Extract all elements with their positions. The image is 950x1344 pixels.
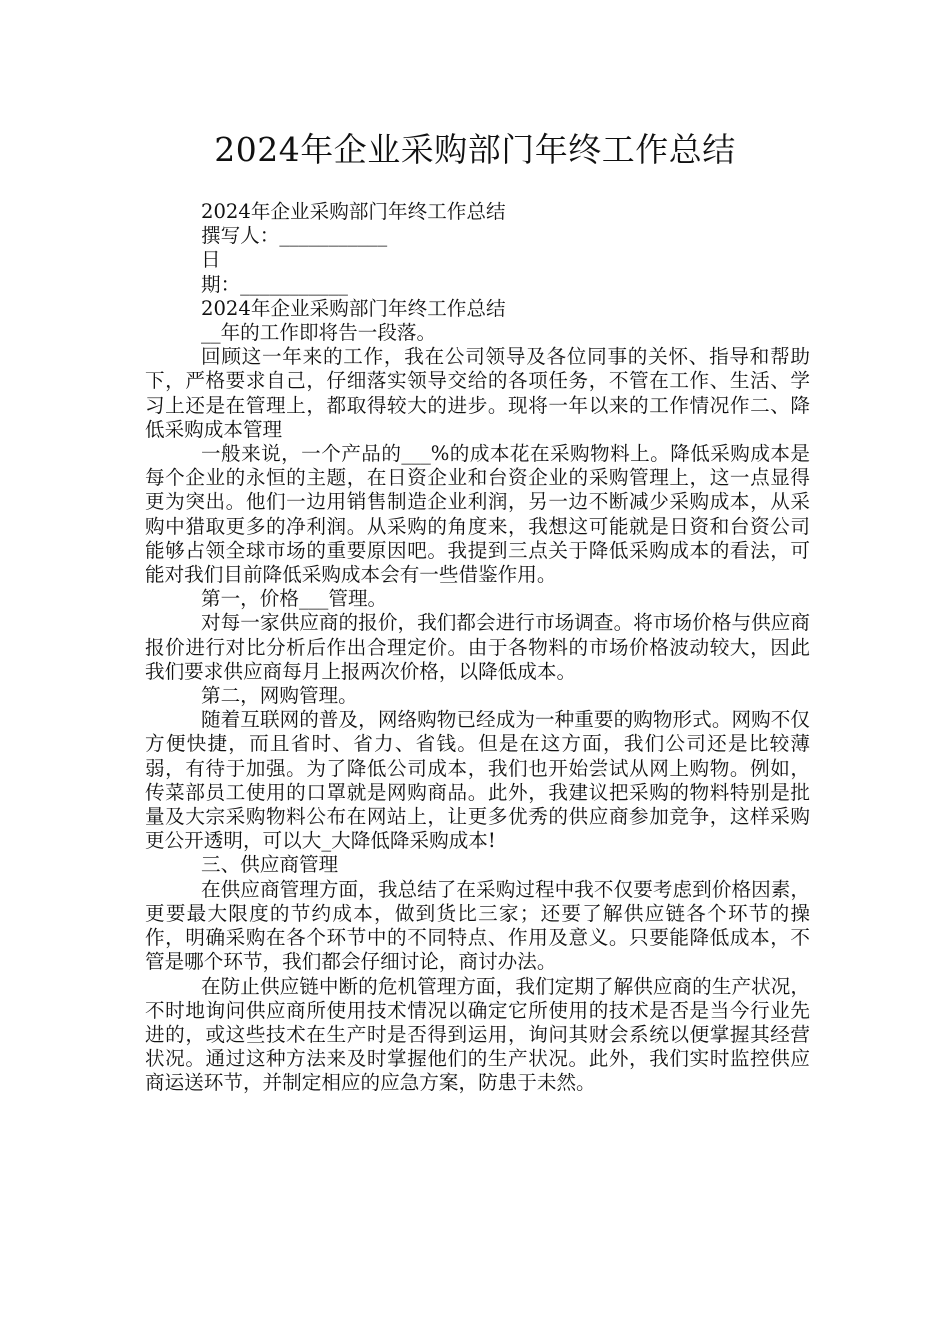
- paragraph: 在防止供应链中断的危机管理方面，我们定期了解供应商的生产状况，不时地询问供应商所使用技术情况以确定它所使用的技术是否是当今行业先进的，或这些技术在生产时是否得到运用，询问其财会系统以便掌握其经营状况。通过这种方法来及时掌握他们的生产状况。此外，我们实时监控供应商运送环节，并制定相应的应急方案，防患于未然。: [145, 974, 810, 1095]
- paragraph: 回顾这一年来的工作，我在公司领导及各位同事的关怀、指导和帮助下，严格要求自己，仔细落实领导交给的各项任务，不管在工作、生活、学习上还是在管理上，都取得较大的进步。现将一年以来的工作情况作二、降低采购成本管理: [145, 345, 810, 441]
- section-heading: 第二，网购管理。: [201, 684, 358, 708]
- document-body: [145, 200, 810, 1096]
- paragraph: 一般来说，一个产品的___%的成本花在采购物料上。降低采购成本是每个企业的永恒的主题，在日资企业和台资企业的采购管理上，这一点显得更为突出。他们一边用销售制造企业利润，另一边不断减少采购成本，从采购中猎取更多的净利润。从采购的角度来，我想这可能就是日资和台资公司能够占领全球市场的重要原因吧。我提到三点关于降低采购成本的看法，可能对我们目前降低采购成本会有一些借鉴作用。: [145, 442, 810, 587]
- paragraph: 随着互联网的普及，网络购物已经成为一种重要的购物形式。网购不仅方便快捷，而且省时、省力、省钱。但是在这方面，我们公司还是比较薄弱，有待于加强。为了降低公司成本，我们也开始尝试从网上购物。例如，传菜部员工使用的口罩就是网购商品。此外，我建议把采购的物料特别是批量及大宗采购物料公布在网站上，让更多优秀的供应商参加竞争，这样采购更公开透明，可以大_大降低降采购成本!: [145, 708, 810, 853]
- paragraph: 对每一家供应商的报价，我们都会进行市场调查。将市场价格与供应商报价进行对比分析后作出合理定价。由于各物料的市场价格波动较大，因此我们要求供应商每月上报两次价格，以降低成本。: [145, 611, 810, 683]
- author-line: 撰写人：___________: [201, 224, 388, 248]
- page-title: 2024年企业采购部门年终工作总结: [214, 130, 736, 169]
- section-heading: 三、供应商管理: [201, 853, 339, 877]
- date-value-line: 期：___________: [201, 272, 348, 296]
- section-heading: 第一，价格___管理。: [201, 587, 388, 611]
- date-label-line: 日: [201, 248, 221, 272]
- paragraph: __年的工作即将告一段落。: [201, 321, 437, 345]
- paragraph: 在供应商管理方面，我总结了在采购过程中我不仅要考虑到价格因素，更要最大限度的节约成本，做到货比三家；还要了解供应链各个环节的操作，明确采购在各个环节中的不同特点、作用及意义。只要能降低成本，不管是哪个环节，我们都会仔细讨论，商讨办法。: [145, 877, 810, 974]
- doc-title-repeat-line: 2024年企业采购部门年终工作总结: [201, 296, 506, 320]
- doc-title-line: 2024年企业采购部门年终工作总结: [201, 200, 506, 223]
